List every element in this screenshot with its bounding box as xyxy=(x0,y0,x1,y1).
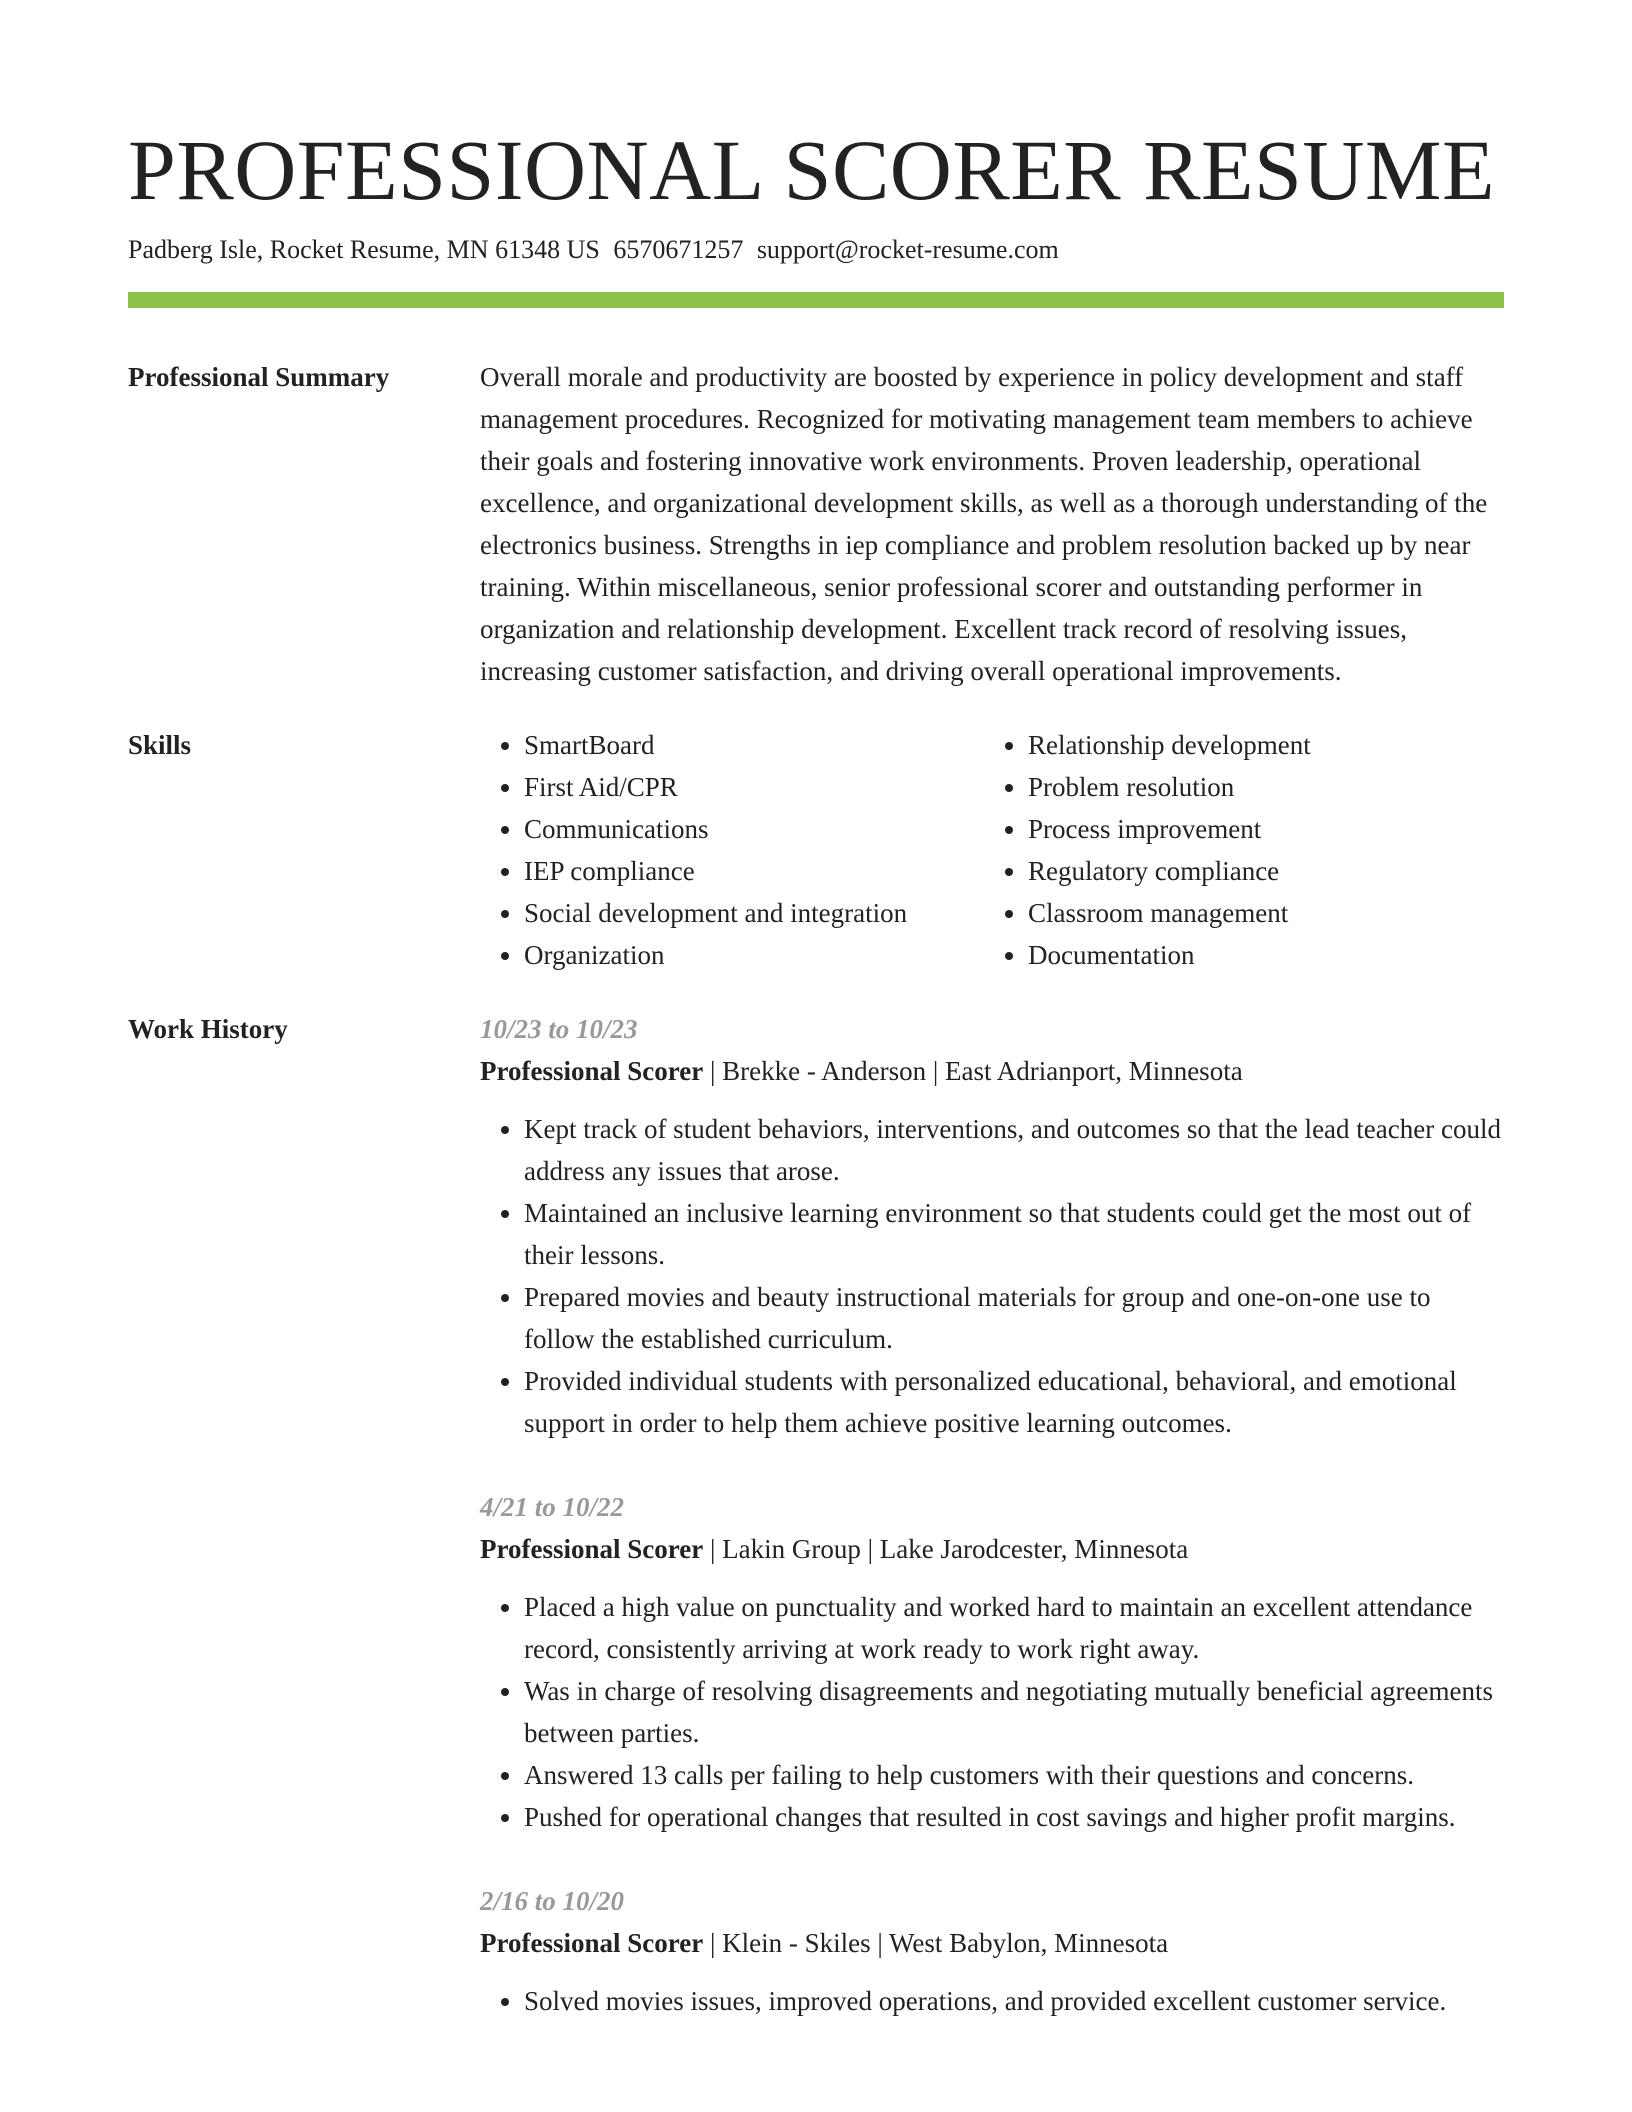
summary-body xyxy=(480,356,1504,692)
contact-phone: 6570671257 xyxy=(613,235,744,264)
job-entry xyxy=(480,1008,1504,1444)
skill-item: • Classroom management xyxy=(1028,892,1488,934)
contact-address: Padberg Isle, Rocket Resume, MN 61348 US xyxy=(128,235,600,264)
job-heading xyxy=(480,1050,1504,1092)
skill-item: • Relationship development xyxy=(1028,724,1488,766)
job-bullet: • Prepared movies and beauty instructional materials for group and one-on-one use to follow the established curriculum. xyxy=(524,1276,1504,1360)
job-heading xyxy=(480,1922,1504,1964)
work-history-section xyxy=(128,1008,1504,2064)
job-bullet: • Pushed for operational changes that resulted in cost savings and higher profit margins. xyxy=(524,1796,1504,1838)
job-dates: 10/23 to 10/23 xyxy=(480,1014,638,1044)
summary-text: Overall morale and productivity are boosted by experience in policy development and staff management procedures. Recognized for motivating management team members to achieve their goals and fostering innovative work environments. Proven leadership, operational excellence, and organizational development skills, as well as a thorough understanding of the electronics business. Strengths in iep compliance and problem resolution backed up by near training. Within miscellaneous, senior professional scorer and outstanding performer in organization and relationship development. Excellent track record of resolving issues, increasing customer satisfaction, and driving overall operational improvements. xyxy=(480,362,1488,686)
job-bullet: • Maintained an inclusive learning environment so that students could get the most out of their lessons. xyxy=(524,1192,1504,1276)
skill-item: • Social development and integration xyxy=(524,892,984,934)
job-entry xyxy=(480,1486,1504,1838)
job-bullet-list xyxy=(480,1108,1504,1444)
skill-item: • Communications xyxy=(524,808,984,850)
job-title: Professional Scorer xyxy=(480,1534,704,1564)
job-bullet: • Provided individual students with personalized educational, behavioral, and emotional support in order to help them achieve positive learning outcomes. xyxy=(524,1360,1504,1444)
contact-email[interactable]: support@rocket-resume.com xyxy=(756,235,1059,264)
header-divider xyxy=(128,292,1504,308)
professional-summary-section xyxy=(128,356,1504,692)
skill-item: • First Aid/CPR xyxy=(524,766,984,808)
skills-list-right xyxy=(984,724,1488,976)
job-heading xyxy=(480,1528,1504,1570)
section-heading-summary: Professional Summary xyxy=(128,362,390,392)
job-bullet-list xyxy=(480,1586,1504,1838)
job-bullet: • Kept track of student behaviors, interventions, and outcomes so that the lead teacher could address any issues that arose. xyxy=(524,1108,1504,1192)
skill-item: • IEP compliance xyxy=(524,850,984,892)
skill-item: • Organization xyxy=(524,934,984,976)
job-dates: 2/16 to 10/20 xyxy=(480,1886,625,1916)
job-employer-location: | Klein - Skiles | West Babylon, Minnesota xyxy=(703,1928,1169,1958)
skills-list-left xyxy=(480,724,984,976)
skill-item: • Process improvement xyxy=(1028,808,1488,850)
job-bullet: • Was in charge of resolving disagreements and negotiating mutually beneficial agreements between parties. xyxy=(524,1670,1504,1754)
resume-title: PROFESSIONAL SCORER RESUME xyxy=(128,122,1495,218)
skill-item: • Documentation xyxy=(1028,934,1488,976)
job-bullet: • Solved movies issues, improved operations, and provided excellent customer service. xyxy=(524,1980,1504,2022)
job-employer-location: | Lakin Group | Lake Jarodcester, Minnesota xyxy=(703,1534,1189,1564)
job-bullet: • Placed a high value on punctuality and worked hard to maintain an excellent attendance record, consistently arriving at work ready to work right away. xyxy=(524,1586,1504,1670)
job-bullet-list xyxy=(480,1980,1504,2022)
skills-section xyxy=(128,724,1504,976)
contact-line xyxy=(128,232,1504,268)
skill-item: • Problem resolution xyxy=(1028,766,1488,808)
work-history-body xyxy=(480,1008,1504,2064)
job-bullet: • Answered 13 calls per failing to help customers with their questions and concerns. xyxy=(524,1754,1504,1796)
job-employer-location: | Brekke - Anderson | East Adrianport, Minnesota xyxy=(703,1056,1243,1086)
resume-page xyxy=(128,120,1504,2064)
skill-item: • SmartBoard xyxy=(524,724,984,766)
skill-item: • Regulatory compliance xyxy=(1028,850,1488,892)
job-entry xyxy=(480,1880,1504,2022)
skills-body xyxy=(480,724,1504,976)
section-heading-skills: Skills xyxy=(128,730,192,760)
job-dates: 4/21 to 10/22 xyxy=(480,1492,625,1522)
section-heading-work-history: Work History xyxy=(128,1014,288,1044)
job-title: Professional Scorer xyxy=(480,1056,704,1086)
job-title: Professional Scorer xyxy=(480,1928,704,1958)
